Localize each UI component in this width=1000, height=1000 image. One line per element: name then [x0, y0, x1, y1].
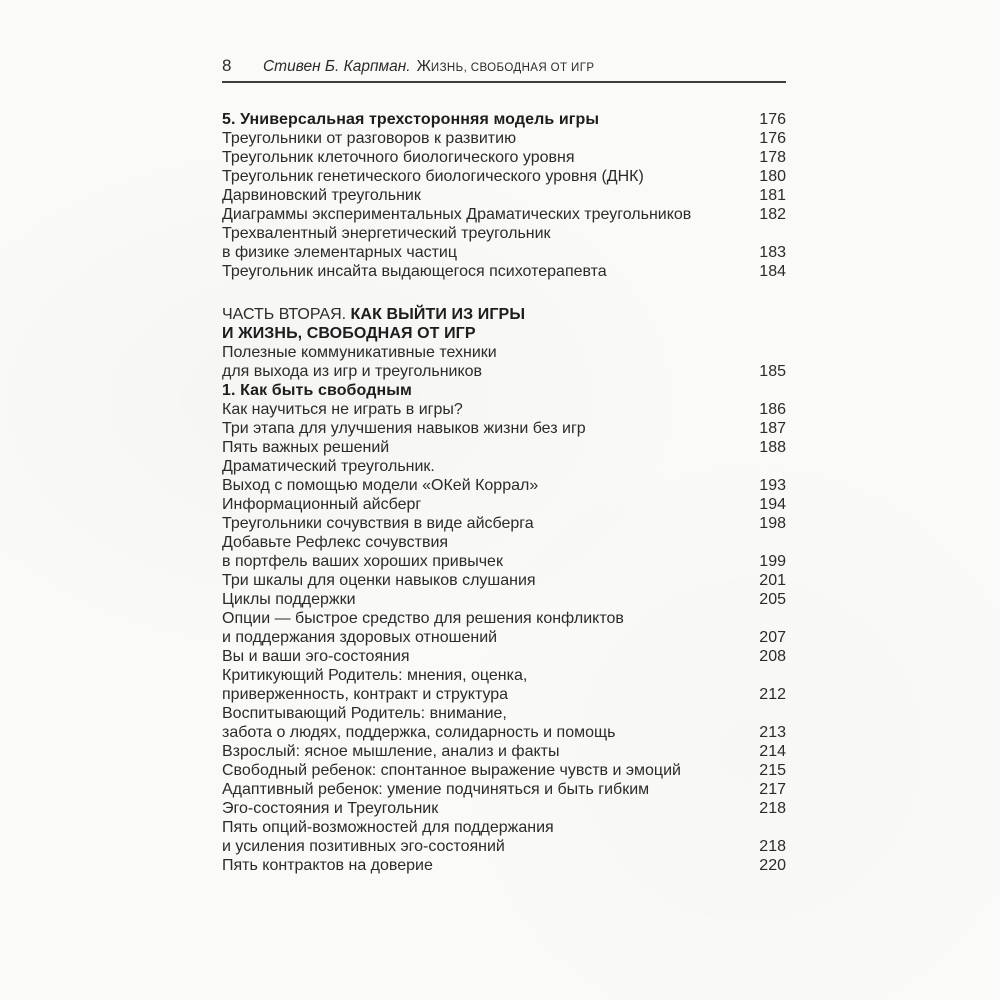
toc-row [222, 799, 786, 818]
toc-entry-title: 1. Как быть свободным [222, 382, 412, 399]
toc-entry-segment: КАК ВЫЙТИ ИЗ ИГРЫ [350, 306, 526, 323]
toc-entry-title: Адаптивный ребенок: умение подчиняться и быть гибким [222, 781, 650, 798]
toc-entry-page: 180 [759, 168, 786, 185]
toc-entry-page: 215 [759, 762, 786, 779]
toc-row [222, 609, 786, 628]
toc-row [222, 324, 786, 343]
toc-entry-title: и усиления позитивных эго-состояний [222, 838, 505, 855]
toc-entry-page: 208 [759, 648, 786, 665]
toc-row [222, 167, 786, 186]
toc-row [222, 856, 786, 875]
toc-row [222, 628, 786, 647]
toc-entry-title: Треугольники от разговоров к развитию [222, 130, 517, 147]
toc-entry-page: 185 [759, 363, 786, 380]
toc-entry-page: 218 [759, 800, 786, 817]
toc-row [222, 400, 786, 419]
toc-entry-page: 186 [759, 401, 786, 418]
toc-row [222, 419, 786, 438]
toc-entry-title: Пять опций-возможностей для поддержания [222, 819, 554, 836]
toc-entry-title: И ЖИЗНЬ, СВОБОДНАЯ ОТ ИГР [222, 325, 476, 342]
toc-row [222, 590, 786, 609]
toc-entry-page: 194 [759, 496, 786, 513]
toc-row [222, 438, 786, 457]
toc-row [222, 818, 786, 837]
toc-entry-title: приверженность, контракт и структура [222, 686, 509, 703]
toc-entry-title: и поддержания здоровых отношений [222, 629, 498, 646]
toc-row [222, 552, 786, 571]
toc-entry-title: Трехвалентный энергетический треугольник [222, 225, 551, 242]
toc-row [222, 129, 786, 148]
toc-entry-page: 184 [759, 263, 786, 280]
page-header [222, 56, 786, 76]
book-page [222, 56, 786, 875]
toc-entry-page: 181 [759, 187, 786, 204]
toc-row [222, 647, 786, 666]
toc-row [222, 243, 786, 262]
toc-entry-title: Дарвиновский треугольник [222, 187, 421, 204]
toc-entry-page: 176 [759, 111, 786, 128]
toc-row [222, 837, 786, 856]
author-name: Стивен Б. Карпман. [262, 58, 411, 75]
toc-entry-page: 193 [759, 477, 786, 494]
toc-row [222, 666, 786, 685]
toc-row [222, 476, 786, 495]
toc-row [222, 723, 786, 742]
book-title-smallcaps: ИЗНЬ, СВОБОДНАЯ ОТ ИГР [430, 62, 595, 74]
toc-entry-title: Выход с помощью модели «ОКей Коррал» [222, 477, 539, 494]
toc-row [222, 262, 786, 281]
toc-row [222, 685, 786, 704]
toc-row [222, 704, 786, 723]
toc-entry-page: 183 [759, 244, 786, 261]
toc-entry-page: 182 [759, 206, 786, 223]
toc-entry-title: Пять важных решений [222, 439, 390, 456]
toc-row [222, 761, 786, 780]
toc-entry-page: 214 [759, 743, 786, 760]
toc-entry-page: 220 [759, 857, 786, 874]
toc-entry-title: Треугольник клеточного биологического уровня [222, 149, 575, 166]
toc-entry-title: Три шкалы для оценки навыков слушания [222, 572, 536, 589]
toc-entry-title: Эго-состояния и Треугольник [222, 800, 439, 817]
toc-entry-title: Критикующий Родитель: мнения, оценка, [222, 667, 528, 684]
toc-entry-page: 198 [759, 515, 786, 532]
toc-entry-title: Как научиться не играть в игры? [222, 401, 463, 418]
toc-entry-page: 188 [759, 439, 786, 456]
toc-row [222, 381, 786, 400]
toc-entry-page: 205 [759, 591, 786, 608]
book-title-initial: Ж [416, 58, 431, 75]
toc-entry-title: Добавьте Рефлекс сочувствия [222, 534, 449, 551]
toc-row [222, 305, 786, 324]
toc-row [222, 495, 786, 514]
toc-entry-title: в портфель ваших хороших привычек [222, 553, 503, 570]
toc-row [222, 457, 786, 476]
toc-entry-page: 213 [759, 724, 786, 741]
running-title [263, 58, 594, 76]
toc-entry-title: Опции — быстрое средство для решения конфликтов [222, 610, 624, 627]
toc-entry-page: 201 [759, 572, 786, 589]
toc-row [222, 742, 786, 761]
toc-entry-title: Взрослый: ясное мышление, анализ и факты [222, 743, 560, 760]
toc-entry-page: 176 [759, 130, 786, 147]
toc-row [222, 514, 786, 533]
toc-entry-title [222, 305, 525, 324]
toc-entry-segment: ЧАСТЬ ВТОРАЯ. [222, 306, 351, 323]
toc-row [222, 110, 786, 129]
toc-entry-title: Драматический треугольник. [222, 458, 435, 475]
toc-entry-page: 212 [759, 686, 786, 703]
toc-row [222, 362, 786, 381]
toc-entry-title: Полезные коммуникативные техники [222, 344, 497, 361]
toc-entry-title: в физике элементарных частиц [222, 244, 458, 261]
toc-entry-title: Диаграммы экспериментальных Драматических треугольников [222, 206, 692, 223]
toc-section-2 [222, 305, 786, 875]
table-of-contents [222, 110, 786, 875]
toc-row [222, 571, 786, 590]
toc-entry-title: Три этапа для улучшения навыков жизни без игр [222, 420, 586, 437]
toc-row [222, 186, 786, 205]
toc-entry-page: 218 [759, 838, 786, 855]
toc-entry-title: Треугольник генетического биологического уровня (ДНК) [222, 168, 644, 185]
toc-row [222, 343, 786, 362]
toc-row [222, 780, 786, 799]
toc-entry-title: Треугольник инсайта выдающегося психотерапевта [222, 263, 607, 280]
toc-entry-page: 207 [759, 629, 786, 646]
toc-entry-title: Циклы поддержки [222, 591, 356, 608]
toc-entry-page: 178 [759, 149, 786, 166]
toc-entry-title: 5. Универсальная трехсторонняя модель игры [222, 111, 600, 128]
toc-entry-page: 199 [759, 553, 786, 570]
page-number: 8 [222, 56, 232, 75]
toc-entry-title: Вы и ваши эго-состояния [222, 648, 410, 665]
toc-entry-title: Свободный ребенок: спонтанное выражение чувств и эмоций [222, 762, 681, 779]
toc-entry-title: Информационный айсберг [222, 496, 422, 513]
toc-row [222, 148, 786, 167]
toc-entry-title: забота о людях, поддержка, солидарность и помощь [222, 724, 616, 741]
toc-entry-title: Воспитывающий Родитель: внимание, [222, 705, 507, 722]
toc-row [222, 533, 786, 552]
header-rule [222, 81, 786, 83]
toc-entry-title: Треугольники сочувствия в виде айсберга [222, 515, 534, 532]
toc-row [222, 224, 786, 243]
toc-row [222, 205, 786, 224]
toc-section-1 [222, 110, 786, 281]
toc-entry-title: для выхода из игр и треугольников [222, 363, 483, 380]
toc-entry-title: Пять контрактов на доверие [222, 857, 433, 874]
toc-entry-page: 187 [759, 420, 786, 437]
toc-entry-page: 217 [759, 781, 786, 798]
